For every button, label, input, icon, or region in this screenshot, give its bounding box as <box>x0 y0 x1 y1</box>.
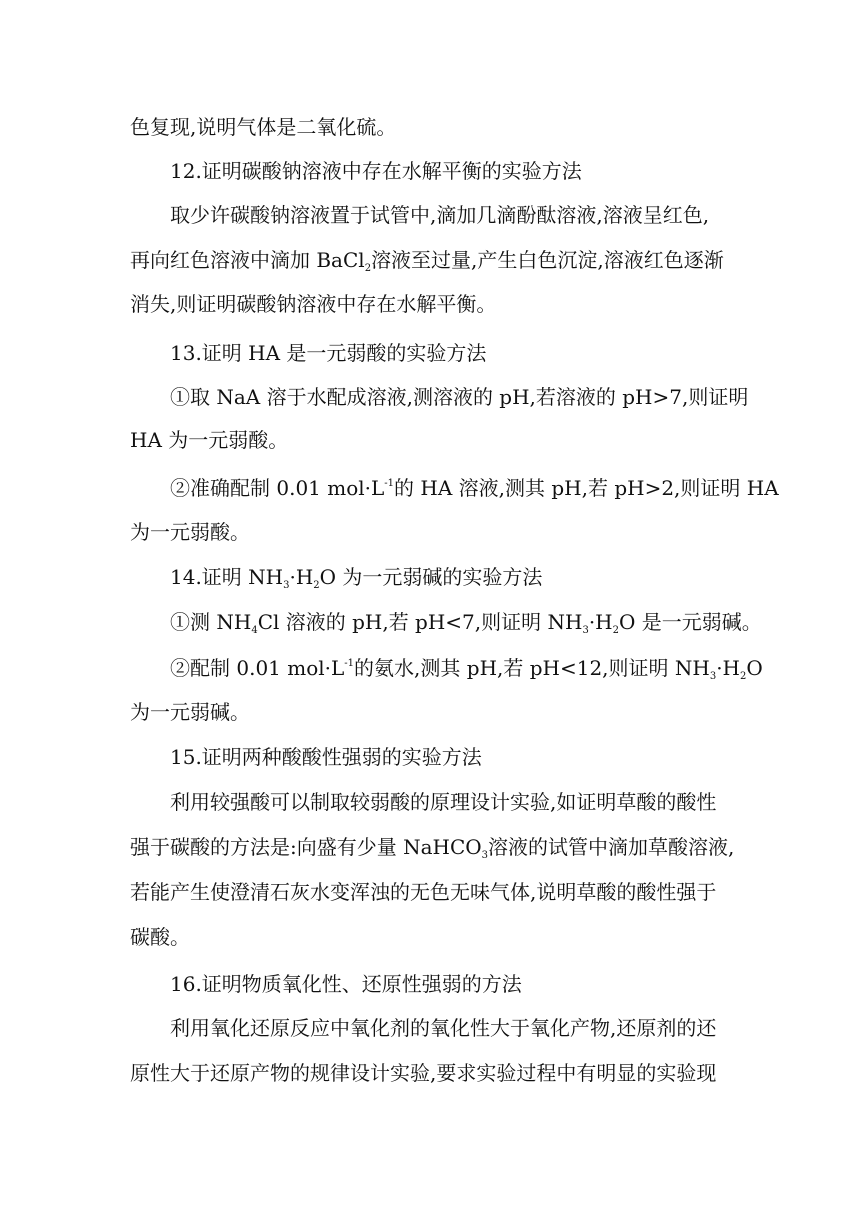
section-heading: 13.证明 HA 是一元弱酸的实验方法 <box>170 341 487 365</box>
text-line: 碳酸。 <box>130 925 190 949</box>
text-line: 强于碳酸的方法是:向盛有少量 NaHCO$_3$溶液的试管中滴加草酸溶液, <box>130 835 735 861</box>
section-heading: 15.证明两种酸酸性强弱的实验方法 <box>170 745 482 769</box>
text-line: 若能产生使澄清石灰水变浑浊的无色无味气体,说明草酸的酸性强于 <box>130 880 717 904</box>
text-line: 消失,则证明碳酸钠溶液中存在水解平衡。 <box>130 292 497 316</box>
text-line: ①取 NaA 溶于水配成溶液,测溶液的 pH,若溶液的 pH>7,则证明 <box>170 385 749 409</box>
text-line: ②准确配制 0.01 $mol\cdot L^{-1}$的 HA 溶液,测其 pH,若 pH>2,则证明 HA <box>170 476 779 500</box>
text-line: 原性大于还原产物的规律设计实验,要求实验过程中有明显的实验现 <box>130 1061 717 1085</box>
text-line: 为一元弱碱。 <box>130 700 250 724</box>
section-heading: 16.证明物质氧化性、还原性强弱的方法 <box>170 972 522 996</box>
text-line: ①测 $NH_4Cl$ 溶液的 pH,若 pH<7,则证明 $NH_3\cdot H_2O$ 是一元弱碱。 <box>170 610 762 636</box>
text-line: ②配制 0.01 $mol\cdot L^{-1}$的氨水,测其 pH,若 pH<12,则证明 $NH_3\cdot H_2O$ <box>170 656 763 682</box>
text-line: HA 为一元弱酸。 <box>130 428 289 452</box>
text-line: 利用较强酸可以制取较弱酸的原理设计实验,如证明草酸的酸性 <box>170 790 717 814</box>
text-line: 再向红色溶液中滴加 BaCl$_2$溶液至过量,产生白色沉淀,溶液红色逐渐 <box>130 248 724 274</box>
text-line: 为一元弱酸。 <box>130 520 250 544</box>
section-heading: 12.证明碳酸钠溶液中存在水解平衡的实验方法 <box>170 159 582 183</box>
text-line: 色复现,说明气体是二氧化硫。 <box>130 115 397 139</box>
text-line: 取少许碳酸钠溶液置于试管中,滴加几滴酚酞溶液,溶液呈红色, <box>170 203 710 227</box>
text-line: 利用氧化还原反应中氧化剂的氧化性大于氧化产物,还原剂的还 <box>170 1016 717 1040</box>
section-heading: 14.证明 $NH_3\cdot H_2O$ 为一元弱碱的实验方法 <box>170 565 543 591</box>
